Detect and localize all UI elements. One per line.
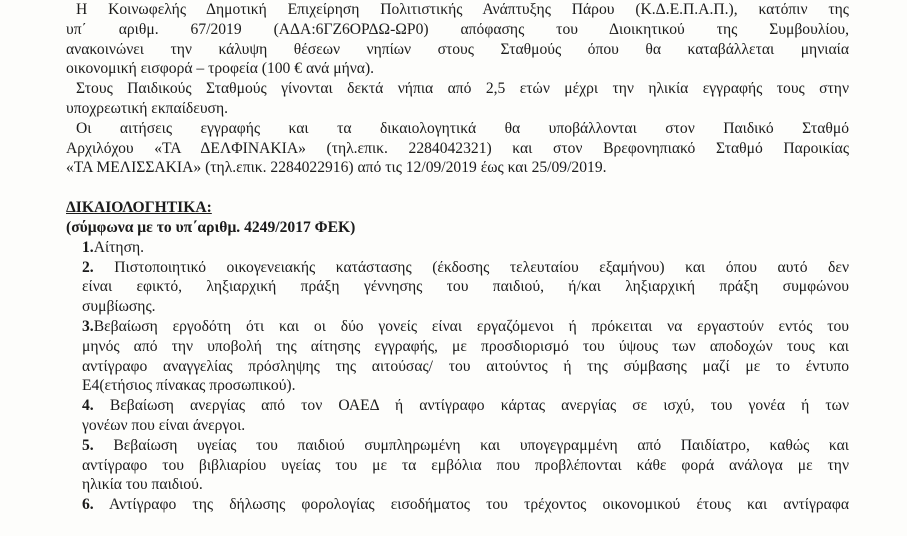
age-line-1: Στους Παιδικούς Σταθμούς γίνονται δεκτά νήπια από 2,5 ετών μέχρι την ηλικία εγγραφής τους στην: [76, 80, 849, 98]
intro-line-3: ανακοινώνει την κάλυψη θέσεων νηπίων στους Σταθμούς όπου θα καταβάλλεται μηνιαία: [66, 40, 849, 58]
item-number: 2.: [82, 258, 94, 276]
intro-line-1: Η Κοινωφελής Δημοτική Επιχείρηση Πολιτιστικής Ανάπτυξης Πάρου (Κ.Δ.Ε.Π.Α.Π.), κατόπιν της: [76, 1, 849, 18]
item-text: γονέων που είναι άνεργοι.: [82, 416, 246, 434]
item-number: 6.: [82, 496, 94, 514]
item-text: Αντίγραφο της δήλωσης φορολογίας εισοδήματος του τρέχοντος οικονομικού έτους και αντίγραφα: [109, 496, 849, 514]
item-text: Βεβαίωση εργοδότη ότι και οι δύο γονείς είναι εργαζόμενοι ή πρόκειται να εργαστούν εντός του: [93, 317, 849, 335]
item-text: Αίτηση.: [93, 238, 145, 256]
applications-line-2: Αρχιλόχου «ΤΑ ΔΕΛΦΙΝΑΚΙΑ» (τηλ.επικ. 2284042321) και στον Βρεφονηπιακό Σταθμό Παροικίας: [66, 139, 849, 157]
applications-paragraph: [66, 119, 849, 178]
item-text: ηλικία του παιδιού.: [82, 476, 203, 494]
age-paragraph: [66, 79, 849, 119]
intro-line-4: οικονομική εισφορά – τροφεία (100 € ανά μήνα).: [66, 60, 375, 78]
item-number: 3.: [82, 317, 94, 335]
intro-paragraph: [66, 0, 849, 79]
age-line-2: υποχρεωτική εκπαίδευση.: [66, 99, 228, 117]
documents-list: [66, 238, 849, 515]
list-item: [66, 396, 849, 436]
list-item: [66, 436, 849, 495]
item-text: μηνός από την υποβολή της αίτησης εγγραφής, με προσδιορισμό του ύψους των αποδοχών τους και: [82, 337, 849, 355]
applications-line-3: «ΤΑ ΜΕΛΙΣΣΑΚΙΑ» (τηλ.επικ. 2284022916) από τις 12/09/2019 έως και 25/09/2019.: [66, 159, 607, 177]
item-text: αντίγραφο του βιβλιαρίου υγείας του με τα εμβόλια που προβλέπονται κάθε φορά ανάλογα με την: [82, 456, 849, 474]
item-text: Βεβαίωση ανεργίας από τον ΟΑΕΔ ή αντίγραφο κάρτας ανεργίας σε ισχύ, του γονέα ή των: [109, 397, 849, 415]
item-number: 4.: [82, 397, 94, 415]
intro-line-2: υπ΄ αριθμ. 67/2019 (ΑΔΑ:6ΓΖ6ΟΡΔΩ-ΩΡ0) απόφασης του Διοικητικού της Συμβουλίου,: [66, 20, 849, 38]
documents-heading: ΔΙΚΑΙΟΛΟΓΗΤΙΚΑ:: [66, 199, 212, 217]
item-text: Ε4(ετήσιος πίνακας προσωπικού).: [82, 377, 296, 395]
item-number: 1.: [82, 238, 94, 256]
item-text: είναι εφικτό, ληξιαρχική πράξη γέννησης του παιδιού, ή/και ληξιαρχική πράξη συμφώνου: [82, 278, 849, 296]
list-item: [66, 238, 849, 258]
spacer: [66, 178, 849, 198]
item-text: αντίγραφο αναγγελίας πρόσληψης της αιτούσας/ του αιτούντος ή της σύμβασης μαζί με το έντυπο: [82, 357, 849, 375]
list-item: [66, 317, 849, 396]
list-item: [66, 495, 849, 515]
documents-subheading: (σύμφωνα με το υπ΄αριθμ. 4249/2017 ΦΕΚ): [66, 218, 356, 236]
item-text: Βεβαίωση υγείας του παιδιού συμπληρωμένη και υπογεγραμμένη από Παιδίατρο, καθώς και: [113, 436, 849, 454]
item-number: 5.: [82, 436, 94, 454]
item-text: συμβίωσης.: [82, 298, 156, 316]
item-text: Πιστοποιητικό οικογενειακής κατάστασης (έκδοσης τελευταίου εξαμήνου) και όπου αυτό δεν: [114, 258, 849, 276]
list-item: [66, 258, 849, 317]
applications-line-1: Οι αιτήσεις εγγραφής και τα δικαιολογητικά θα υποβάλλονται στον Παιδικό Σταθμό: [76, 119, 849, 137]
